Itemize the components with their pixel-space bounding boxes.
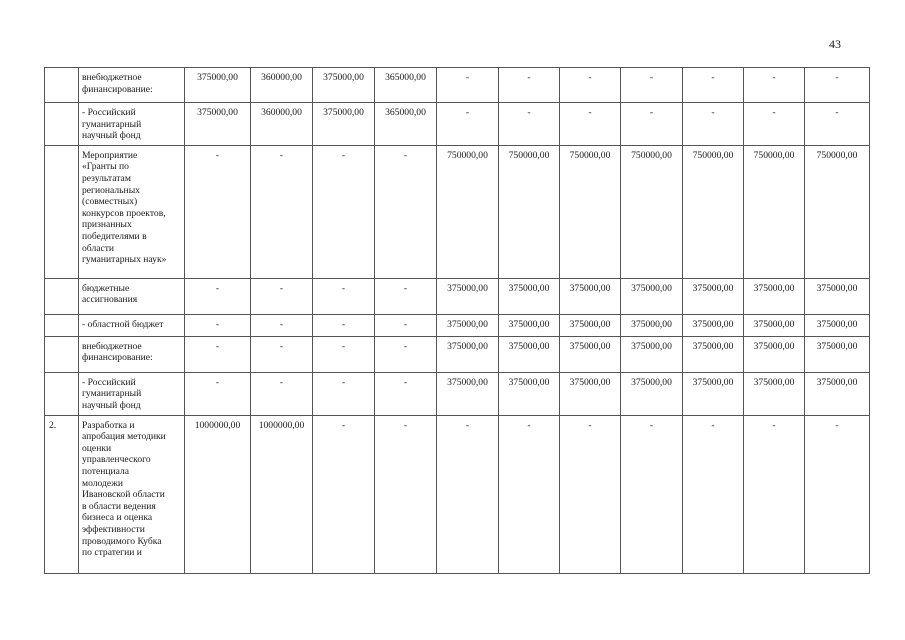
table-row — [45, 145, 870, 278]
amount-cell: - — [185, 145, 251, 278]
amount-cell: 375000,00 — [805, 372, 870, 415]
row-description-cell: Мероприятие «Гранты по результатам региональных (совместных) конкурсов проектов, признанных победителями в области гуманитарных наук» — [79, 145, 185, 278]
amount-cell: 360000,00 — [251, 68, 313, 103]
table-row — [45, 336, 870, 372]
amount-cell: 1000000,00 — [251, 415, 313, 573]
amount-cell: - — [375, 278, 437, 314]
table-row — [45, 314, 870, 336]
amount-cell: 375000,00 — [560, 314, 621, 336]
row-index-cell — [45, 278, 79, 314]
amount-cell: - — [375, 336, 437, 372]
row-description-cell: - Российский гуманитарный научный фонд — [79, 372, 185, 415]
row-description-cell: внебюджетное финансирование: — [79, 336, 185, 372]
amount-cell: 375000,00 — [313, 103, 375, 146]
amount-cell: - — [185, 372, 251, 415]
amount-cell: 365000,00 — [375, 68, 437, 103]
row-index-cell — [45, 145, 79, 278]
table-body — [45, 68, 870, 574]
amount-cell: - — [251, 314, 313, 336]
row-description-cell: Разработка и апробация методики оценки управленческого потенциала молодежи Ивановской области в области ведения бизнеса и оценка эффективности проводимого Кубка по стратегии и — [79, 415, 185, 573]
amount-cell: - — [744, 103, 805, 146]
amount-cell: - — [560, 415, 621, 573]
amount-cell: 360000,00 — [251, 103, 313, 146]
amount-cell: 375000,00 — [683, 336, 744, 372]
table-row — [45, 103, 870, 146]
amount-cell: - — [744, 68, 805, 103]
amount-cell: 375000,00 — [805, 336, 870, 372]
amount-cell: - — [805, 68, 870, 103]
amount-cell: - — [313, 415, 375, 573]
amount-cell: 375000,00 — [621, 336, 683, 372]
amount-cell: - — [437, 415, 499, 573]
amount-cell: - — [375, 145, 437, 278]
amount-cell: 375000,00 — [499, 278, 560, 314]
amount-cell: 375000,00 — [437, 314, 499, 336]
row-index-cell — [45, 103, 79, 146]
amount-cell: - — [621, 68, 683, 103]
table-row — [45, 68, 870, 103]
row-index-cell — [45, 372, 79, 415]
amount-cell: 375000,00 — [437, 278, 499, 314]
amount-cell: - — [805, 103, 870, 146]
table-row — [45, 415, 870, 573]
amount-cell: 375000,00 — [805, 278, 870, 314]
amount-cell: - — [683, 103, 744, 146]
amount-cell: 375000,00 — [744, 314, 805, 336]
page-number: 43 — [829, 37, 841, 51]
row-index-cell — [45, 314, 79, 336]
amount-cell: - — [313, 145, 375, 278]
table-row — [45, 372, 870, 415]
amount-cell: - — [437, 103, 499, 146]
table-row — [45, 278, 870, 314]
amount-cell: 375000,00 — [744, 278, 805, 314]
amount-cell: 375000,00 — [744, 336, 805, 372]
row-index-cell — [45, 68, 79, 103]
amount-cell: 375000,00 — [560, 372, 621, 415]
amount-cell: 750000,00 — [560, 145, 621, 278]
amount-cell: - — [560, 103, 621, 146]
amount-cell: 750000,00 — [805, 145, 870, 278]
amount-cell: - — [251, 336, 313, 372]
amount-cell: 375000,00 — [499, 372, 560, 415]
amount-cell: 375000,00 — [683, 372, 744, 415]
amount-cell: - — [683, 415, 744, 573]
amount-cell: - — [313, 314, 375, 336]
amount-cell: 375000,00 — [499, 336, 560, 372]
row-index-cell — [45, 336, 79, 372]
amount-cell: - — [499, 68, 560, 103]
amount-cell: - — [499, 103, 560, 146]
amount-cell: - — [437, 68, 499, 103]
amount-cell: 375000,00 — [560, 278, 621, 314]
amount-cell: - — [185, 336, 251, 372]
row-index-cell: 2. — [45, 415, 79, 573]
amount-cell: 375000,00 — [437, 372, 499, 415]
amount-cell: - — [560, 68, 621, 103]
amount-cell: 375000,00 — [621, 278, 683, 314]
amount-cell: 375000,00 — [683, 278, 744, 314]
amount-cell: - — [683, 68, 744, 103]
amount-cell: 375000,00 — [185, 68, 251, 103]
amount-cell: 375000,00 — [805, 314, 870, 336]
amount-cell: - — [621, 415, 683, 573]
amount-cell: - — [251, 278, 313, 314]
budget-table — [44, 67, 870, 574]
row-description-cell: - Российский гуманитарный научный фонд — [79, 103, 185, 146]
amount-cell: 375000,00 — [185, 103, 251, 146]
amount-cell: 1000000,00 — [185, 415, 251, 573]
amount-cell: 375000,00 — [499, 314, 560, 336]
amount-cell: 750000,00 — [499, 145, 560, 278]
amount-cell: - — [375, 415, 437, 573]
amount-cell: 375000,00 — [621, 372, 683, 415]
amount-cell: 375000,00 — [683, 314, 744, 336]
amount-cell: - — [185, 278, 251, 314]
amount-cell: - — [744, 415, 805, 573]
amount-cell: 375000,00 — [560, 336, 621, 372]
row-description-cell: внебюджетное финансирование: — [79, 68, 185, 103]
amount-cell: - — [251, 145, 313, 278]
amount-cell: - — [621, 103, 683, 146]
amount-cell: - — [185, 314, 251, 336]
amount-cell: - — [805, 415, 870, 573]
amount-cell: 750000,00 — [683, 145, 744, 278]
row-description-cell: бюджетные ассигнования — [79, 278, 185, 314]
amount-cell: 375000,00 — [744, 372, 805, 415]
amount-cell: 375000,00 — [313, 68, 375, 103]
row-description-cell: - областной бюджет — [79, 314, 185, 336]
amount-cell: 750000,00 — [744, 145, 805, 278]
amount-cell: 750000,00 — [621, 145, 683, 278]
amount-cell: - — [375, 372, 437, 415]
amount-cell: 375000,00 — [437, 336, 499, 372]
amount-cell: 365000,00 — [375, 103, 437, 146]
amount-cell: - — [313, 336, 375, 372]
amount-cell: - — [499, 415, 560, 573]
amount-cell: 750000,00 — [437, 145, 499, 278]
amount-cell: - — [313, 278, 375, 314]
amount-cell: - — [313, 372, 375, 415]
amount-cell: - — [375, 314, 437, 336]
amount-cell: 375000,00 — [621, 314, 683, 336]
amount-cell: - — [251, 372, 313, 415]
